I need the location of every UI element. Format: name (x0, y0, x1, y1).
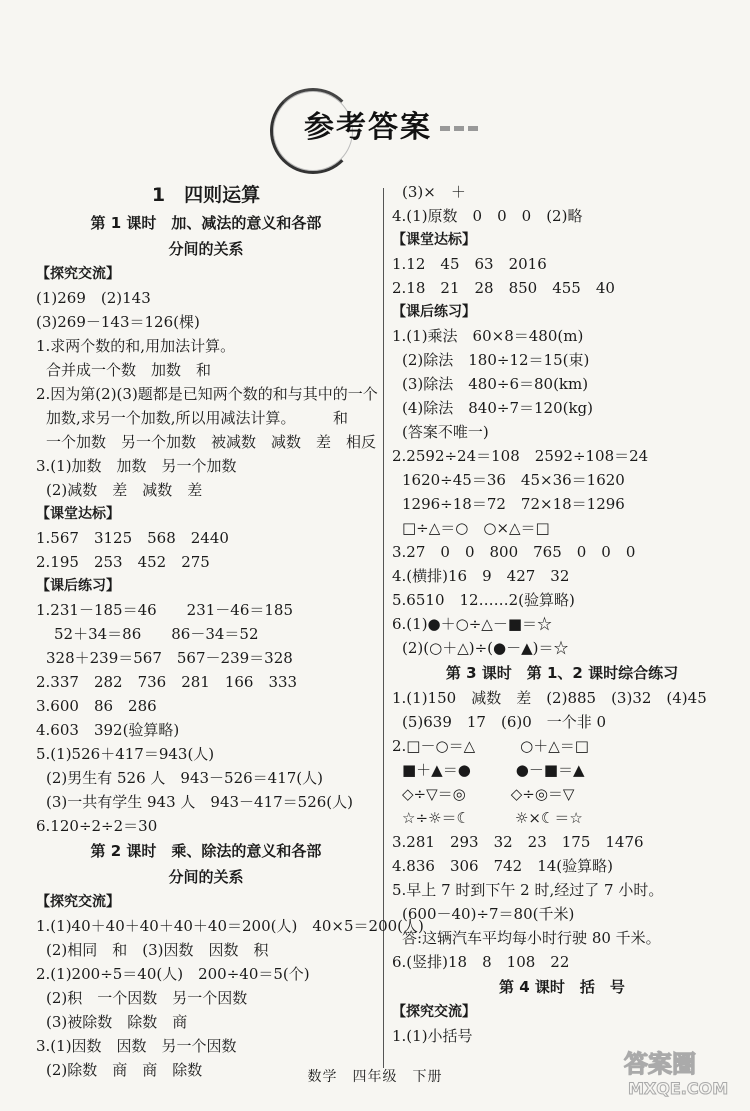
answer-line: 6.120÷2÷2＝30 (36, 817, 158, 835)
answer-line: 一个加数 另一个加数 被减数 减数 差 相反 (46, 433, 377, 451)
answer-line: (2)男生有 526 人 943－526＝417(人) (46, 769, 324, 787)
answer-line: 3.(1)因数 因数 另一个因数 (36, 1037, 237, 1055)
answer-line: (4)除法 840÷7＝120(kg) (402, 399, 594, 417)
answer-line: 5.早上 7 时到下午 2 时,经过了 7 小时。 (392, 881, 664, 899)
answer-line: 1296÷18＝72 72×18＝1296 (402, 495, 625, 513)
answer-line: 3.(1)加数 加数 另一个加数 (36, 457, 237, 475)
answer-line: 4.(横排)16 9 427 32 (392, 567, 570, 585)
answer-line: (3)被除数 除数 商 (46, 1013, 188, 1031)
answer-line: 2.(1)200÷5＝40(人) 200÷40＝5(个) (36, 965, 310, 983)
answer-line: 328＋239＝567 567－239＝328 (46, 649, 293, 667)
answer-line: (3)除法 480÷6＝80(km) (402, 375, 589, 393)
column-divider (383, 188, 384, 1068)
answer-line: 加数,求另一个加数,所以用减法计算。 和 (46, 409, 349, 427)
answer-line: (1)269 (2)143 (36, 289, 151, 307)
answer-line: (3)269－143＝126(棵) (36, 313, 200, 331)
answer-line: 2.18 21 28 850 455 40 (392, 279, 615, 297)
answer-line: (答案不唯一) (402, 423, 489, 441)
answer-line: 答:这辆汽车平均每小时行驶 80 千米。 (402, 929, 661, 947)
answer-line: 2.□－○＝△ ○＋△＝□ (392, 737, 589, 755)
answer-line: 1.12 45 63 2016 (392, 255, 547, 273)
answer-line: (2)除数 商 商 除数 (46, 1061, 203, 1079)
answer-line: 1.(1)乘法 60×8＝480(m) (392, 327, 584, 345)
page-title: 参考答案 (304, 110, 432, 145)
lesson-heading: 第 2 课时 乘、除法的意义和各部 (90, 842, 322, 860)
lesson-heading: 分间的关系 (168, 868, 244, 886)
answer-line: 4.(1)原数 0 0 0 (2)略 (392, 207, 583, 225)
header-dash-decoration (440, 126, 450, 131)
answer-line: □÷△＝○ ○×△＝□ (402, 519, 550, 537)
lesson-heading: 第 4 课时 括 号 (499, 978, 625, 996)
answer-line: 3.27 0 0 800 765 0 0 0 (392, 543, 636, 561)
answer-line: 4.603 392(验算略) (36, 721, 180, 739)
right-column (392, 180, 732, 1048)
answer-line: (2)(○＋△)÷(●－▲)＝☆ (402, 639, 569, 657)
answer-line: 2.337 282 736 281 166 333 (36, 673, 298, 691)
answer-line: (5)639 17 (6)0 一个非 0 (402, 713, 607, 731)
answer-line: 1.(1)40＋40＋40＋40＋40＝200(人) 40×5＝200(人) (36, 917, 424, 935)
section-label: 【课堂达标】 (36, 506, 120, 522)
lesson-heading: 分间的关系 (168, 240, 244, 258)
answer-line: 1.求两个数的和,用加法计算。 (36, 337, 236, 355)
page-footer: 数学 四年级 下册 (307, 1069, 443, 1085)
answer-line: 1.(1)小括号 (392, 1027, 473, 1045)
section-label: 【课后练习】 (36, 578, 120, 594)
answer-line: 4.836 306 742 14(验算略) (392, 857, 613, 875)
answer-line: ■＋▲＝● ●－■＝▲ (402, 761, 585, 779)
header-dash-decoration (468, 126, 478, 131)
watermark-url: MXQE.COM (628, 1079, 729, 1098)
answer-line: (2)减数 差 减数 差 (46, 481, 203, 499)
answer-line: 3.281 293 32 23 175 1476 (392, 833, 644, 851)
answer-line: (2)除法 180÷12＝15(束) (402, 351, 590, 369)
section-label: 【探究交流】 (392, 1004, 476, 1020)
answer-line: 1620÷45＝36 45×36＝1620 (402, 471, 625, 489)
answer-line: (3)一共有学生 943 人 943－417＝526(人) (46, 793, 354, 811)
section-label: 【课堂达标】 (392, 232, 476, 248)
answer-key-header (0, 88, 750, 168)
answer-line: 5.(1)526＋417＝943(人) (36, 745, 215, 763)
answer-line: 2.195 253 452 275 (36, 553, 210, 571)
lesson-heading: 第 1 课时 加、减法的意义和各部 (90, 214, 322, 232)
answer-line: (2)积 一个因数 另一个因数 (46, 989, 248, 1007)
unit-heading: 1 四则运算 (151, 184, 261, 206)
answer-line: 合并成一个数 加数 和 (46, 361, 212, 379)
answer-line: 52＋34＝86 86－34＝52 (54, 625, 259, 643)
answer-line: (2)相同 和 (3)因数 因数 积 (46, 941, 269, 959)
answer-line: 2.因为第(2)(3)题都是已知两个数的和与其中的一个 (36, 385, 378, 403)
answer-line: 1.(1)150 减数 差 (2)885 (3)32 (4)45 (392, 689, 707, 707)
answer-line: 2.2592÷24＝108 2592÷108＝24 (392, 447, 649, 465)
answer-line: 1.231－185＝46 231－46＝185 (36, 601, 294, 619)
section-label: 【探究交流】 (36, 894, 120, 910)
answer-line: (600－40)÷7＝80(千米) (402, 905, 575, 923)
section-label: 【探究交流】 (36, 266, 120, 282)
section-label: 【课后练习】 (392, 304, 476, 320)
lesson-heading: 第 3 课时 第 1、2 课时综合练习 (445, 664, 679, 682)
answer-line: 6.(1)●＋○÷△－■＝☆ (392, 615, 553, 633)
answer-line: 3.600 86 286 (36, 697, 157, 715)
answer-line: (3)× ＋ (402, 183, 466, 201)
watermark-logo (620, 1042, 730, 1098)
answer-line: ☆÷☼＝☾ ☼×☾＝☆ (402, 809, 583, 827)
answer-line: 6.(竖排)18 8 108 22 (392, 953, 570, 971)
watermark-text: 答案圈 (624, 1050, 696, 1078)
answer-line: 1.567 3125 568 2440 (36, 529, 229, 547)
answer-line: 5.6510 12……2(验算略) (392, 591, 575, 609)
header-dash-decoration (454, 126, 464, 131)
answer-line: ◇÷▽＝◎ ◇÷◎＝▽ (402, 785, 575, 803)
